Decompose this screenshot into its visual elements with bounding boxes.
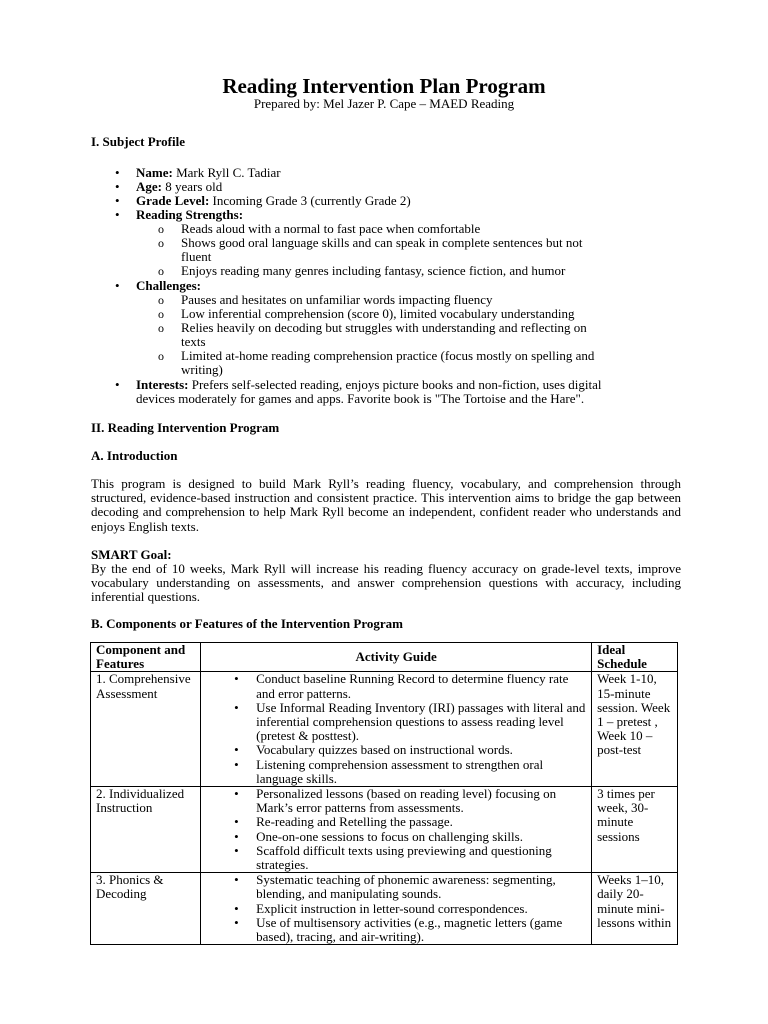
interests-value: Prefers self-selected reading, enjoys picture books and non-fiction, uses digital — [188, 377, 602, 392]
subheading-components: B. Components or Features of the Intervention Program — [91, 616, 403, 631]
bullet-icon: • — [115, 377, 120, 392]
activity-item: • Use Informal Reading Inventory (IRI) passages with literal and inferential comprehension questions to assess reading level (pretest & posttest). — [256, 701, 586, 744]
strengths-label: Reading Strengths: — [136, 207, 244, 222]
activity-cell — [201, 873, 592, 945]
components-table — [90, 642, 678, 945]
activity-item: • Vocabulary quizzes based on instructional words. — [256, 743, 586, 757]
introduction-paragraph: This program is designed to build Mark Ryll’s reading fluency, vocabulary, and comprehension through structured, evidence-based instruction and consistent practice. This intervention aims to bridge the gap between decoding and comprehension to help Mark Ryll become an independent, confident reader who understands and enjoys English texts. — [91, 476, 681, 534]
component-cell: 1. Comprehensive Assessment — [91, 672, 201, 787]
activity-item: • Listening comprehension assessment to strengthen oral language skills. — [256, 758, 586, 786]
table-row — [91, 787, 678, 873]
bullet-icon: • — [115, 207, 120, 222]
activity-item: • Re-reading and Retelling the passage. — [256, 815, 586, 829]
document-title: Reading Intervention Plan Program — [222, 74, 546, 98]
section-heading-intervention-program: II. Reading Intervention Program — [91, 420, 280, 435]
activity-list — [206, 787, 586, 872]
challenge-item: Limited at-home reading comprehension practice (focus mostly on spelling and — [181, 348, 595, 363]
activity-list — [206, 672, 586, 786]
header-ideal-schedule: Ideal Schedule — [592, 643, 678, 672]
challenge-item: Low inferential comprehension (score 0), limited vocabulary understanding — [181, 306, 575, 321]
strength-item: Reads aloud with a normal to fast pace when comfortable — [181, 221, 481, 236]
sub-bullet-icon: o — [158, 321, 164, 335]
bullet-icon: • — [115, 165, 120, 180]
profile-interests-continued: devices moderately for games and apps. Favorite book is "The Tortoise and the Hare". — [136, 391, 585, 406]
strength-item-continued: fluent — [181, 249, 212, 264]
challenge-item-continued: texts — [181, 334, 206, 349]
sub-bullet-icon: o — [158, 236, 164, 250]
schedule-cell: Weeks 1–10, daily 20-minute mini-lessons within — [592, 873, 678, 945]
challenges-label: Challenges: — [136, 278, 201, 293]
header-activity-guide: Activity Guide — [201, 643, 592, 672]
component-cell: 3. Phonics & Decoding — [91, 873, 201, 945]
header-component: Component and Features — [91, 643, 201, 672]
schedule-cell: 3 times per week, 30-minute sessions — [592, 787, 678, 873]
bullet-icon: • — [115, 278, 120, 293]
grade-label: Grade Level: — [136, 193, 210, 208]
interests-label: Interests: — [136, 377, 189, 392]
activity-item: • One-on-one sessions to focus on challenging skills. — [256, 830, 586, 844]
sub-bullet-icon: o — [158, 222, 164, 236]
challenge-item-continued: writing) — [181, 362, 223, 377]
activity-item: • Explicit instruction in letter-sound correspondences. — [256, 902, 586, 916]
subheading-introduction: A. Introduction — [91, 448, 178, 463]
sub-bullet-icon: o — [158, 293, 164, 307]
activity-cell — [201, 672, 592, 787]
name-label: Name: — [136, 165, 173, 180]
table-row — [91, 873, 678, 945]
activity-item: • Scaffold difficult texts using previewing and questioning strategies. — [256, 844, 586, 872]
activity-cell — [201, 787, 592, 873]
section-heading-subject-profile: I. Subject Profile — [91, 134, 185, 149]
challenge-item: Relies heavily on decoding but struggles with understanding and reflecting on — [181, 320, 587, 335]
table-row — [91, 672, 678, 787]
challenge-item: Pauses and hesitates on unfamiliar words impacting fluency — [181, 292, 493, 307]
schedule-cell: Week 1-10, 15-minute session. Week 1 – pretest , Week 10 – post-test — [592, 672, 678, 787]
sub-bullet-icon: o — [158, 307, 164, 321]
bullet-icon: • — [115, 193, 120, 208]
activity-item: • Systematic teaching of phonemic awareness: segmenting, blending, and manipulating sounds. — [256, 873, 586, 901]
activity-item: • Conduct baseline Running Record to determine fluency rate and error patterns. — [256, 672, 586, 700]
component-cell: 2. Individualized Instruction — [91, 787, 201, 873]
sub-bullet-icon: o — [158, 349, 164, 363]
table-header-row — [91, 643, 678, 672]
smart-goal-heading: SMART Goal: — [91, 547, 172, 562]
bullet-icon: • — [115, 179, 120, 194]
strength-item: Shows good oral language skills and can speak in complete sentences but not — [181, 235, 583, 250]
age-label: Age: — [136, 179, 162, 194]
name-value: Mark Ryll C. Tadiar — [172, 165, 281, 180]
sub-bullet-icon: o — [158, 264, 164, 278]
age-value: 8 years old — [162, 179, 223, 194]
document-subtitle: Prepared by: Mel Jazer P. Cape – MAED Reading — [253, 96, 515, 111]
strength-item: Enjoys reading many genres including fantasy, science fiction, and humor — [181, 263, 566, 278]
activity-item: • Personalized lessons (based on reading level) focusing on Mark’s error patterns from assessments. — [256, 787, 586, 815]
grade-value: Incoming Grade 3 (currently Grade 2) — [209, 193, 411, 208]
activity-list — [206, 873, 586, 944]
activity-item: • Use of multisensory activities (e.g., magnetic letters (game based), tracing, and air-writing). — [256, 916, 586, 944]
smart-goal-paragraph: By the end of 10 weeks, Mark Ryll will increase his reading fluency accuracy on grade-level texts, improve vocabulary understanding on assessments, and answer comprehension questions with accuracy, including inferential questions. — [91, 561, 681, 605]
